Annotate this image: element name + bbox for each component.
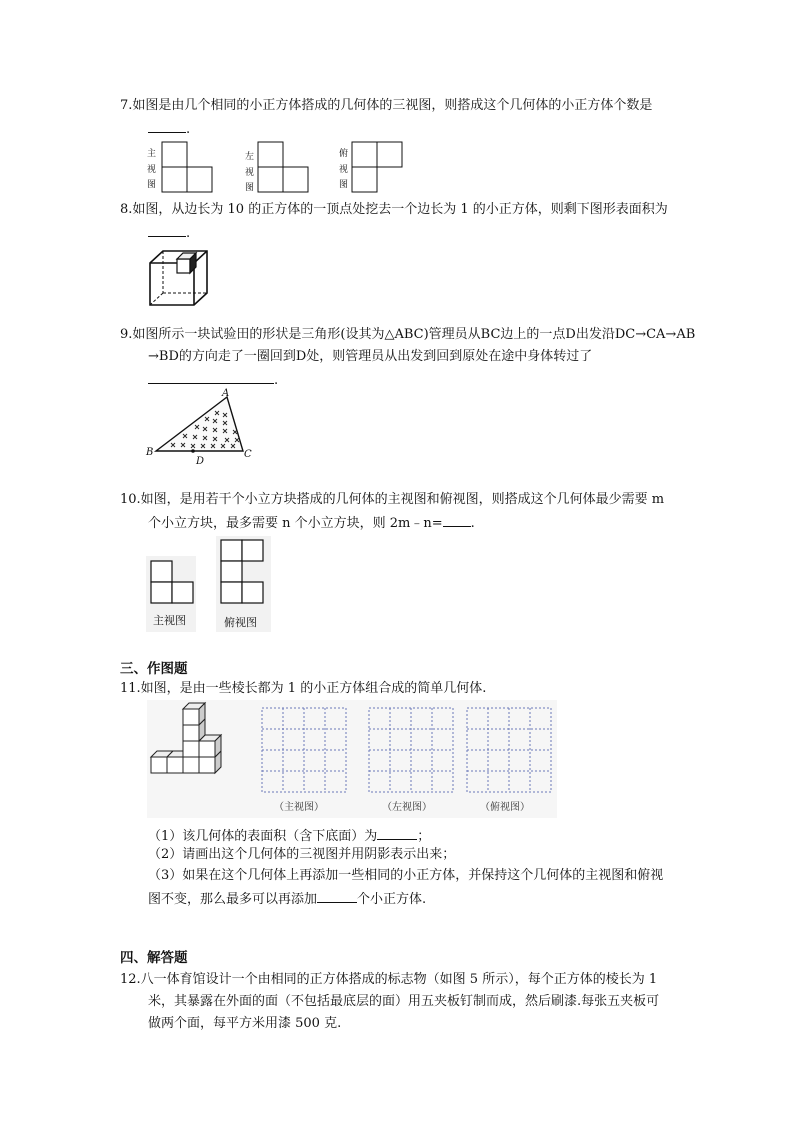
q11-line1: 11.如图，是由一些棱长都为 1 的小正方体组合成的简单几何体. (120, 681, 487, 696)
q10-views-figure (146, 536, 271, 632)
q8-line1: 8.如图，从边长为 10 的正方体的一顶点处挖去一个边长为 1 的小正方体，则剩下图形表面积为 (120, 202, 668, 217)
q7-three-views (140, 140, 420, 194)
q7-left-label-3: 图 (245, 183, 255, 193)
q10-line2-text: 个小立方块，最多需要 n 个小立方块，则 2m﹣n= (148, 516, 443, 531)
q9-line1: 9.如图所示一块试验田的形状是三角形(设其为△ABC)管理员从BC边上的一点D出发沿DC→CA→AB (120, 327, 696, 342)
q11-sub2: （2）请画出这个几何体的三视图并用阴影表示出来； (148, 847, 456, 862)
q11-sub3-line1: （3）如果在这个几何体上再添加一些相同的小正方体，并保持这个几何体的主视图和俯视 (148, 868, 664, 883)
q9-line3 (148, 371, 278, 389)
q9-point-a: A (222, 388, 230, 399)
q9-answer-blank[interactable] (148, 371, 274, 384)
q7-front-label-2: 视 (147, 165, 157, 175)
q12-line3: 做两个面，每平方米用漆 500 克. (148, 1016, 342, 1031)
q7-views-shapes (162, 142, 402, 192)
q11-sub3-end: 个小正方体. (357, 892, 427, 907)
q7-answer-blank[interactable] (148, 120, 186, 133)
q7-left-label-2: 视 (245, 168, 255, 178)
q7-top-label-1: 俯 (339, 149, 349, 159)
q10-answer-blank[interactable] (443, 514, 471, 527)
q11-grid-label-top: （俯视图） (480, 802, 530, 813)
q7-front-label-3: 图 (147, 180, 157, 190)
q11-solid (151, 703, 221, 773)
section-3-heading: 三、作图题 (120, 661, 188, 677)
q9-point-c: C (244, 449, 252, 460)
q11-sub1-text: （1）该几何体的表面积（含下底面）为 (148, 829, 378, 844)
q9-line2: →BD的方向走了一圈回到D处，则管理员从出发到回到原处在途中身体转过了 (148, 349, 593, 364)
q11-sub1 (148, 827, 430, 845)
q10-period: . (470, 516, 475, 531)
q11-grid-left (369, 708, 453, 792)
q11-grid-label-left: （左视图） (382, 802, 432, 813)
q11-sub3-line2 (148, 890, 426, 908)
q7-top-label-2: 视 (339, 165, 349, 175)
q7-line1: 7.如图是由几个相同的小正方体搭成的几何体的三视图，则搭成这个几何体的小正方体个数是 (120, 98, 653, 113)
q9-point-d-dot (191, 449, 195, 453)
q8-period: . (186, 226, 191, 241)
q9-triangle-figure (143, 388, 258, 466)
q11-sub3-text: 图不变，那么最多可以再添加 (148, 892, 318, 907)
q10-line1: 10.如图，是用若干个小立方块搭成的几何体的主视图和俯视图，则搭成这个几何体最少需要 m (120, 492, 665, 507)
q11-figure (147, 700, 557, 818)
q9-period: . (274, 373, 279, 388)
q11-sub1-blank[interactable] (377, 827, 417, 840)
q10-front-label: 主视图 (153, 614, 186, 627)
q10-top-label: 俯视图 (224, 616, 257, 629)
section-4-heading: 四、解答题 (120, 950, 188, 966)
q11-grid-label-front: （主视图） (274, 802, 324, 813)
q12-line1: 12.八一体育馆设计一个由相同的正方体搭成的标志物（如图 5 所示），每个正方体的棱长为 1 (120, 972, 658, 987)
q8-answer-blank[interactable] (148, 224, 186, 237)
q9-point-b: B (146, 447, 154, 458)
q9-point-d: D (196, 456, 205, 466)
q8-line2 (148, 224, 190, 242)
q8-cube-figure (145, 245, 215, 311)
q7-left-label-1: 左 (245, 152, 255, 162)
q10-line2 (148, 514, 475, 532)
q7-front-label-1: 主 (147, 149, 157, 159)
q11-sub3-blank[interactable] (317, 890, 357, 903)
q7-top-label-3: 图 (339, 180, 349, 190)
q11-sub1-end: ； (417, 829, 431, 844)
q11-grid-top (467, 708, 551, 792)
q12-line2: 米，其暴露在外面的面（不包括最底层的面）用五夹板钉制而成，然后刷漆.每张五夹板可 (148, 994, 660, 1009)
q7-line2 (148, 120, 190, 138)
q7-period: . (186, 122, 191, 137)
q11-grid-front (262, 708, 346, 792)
